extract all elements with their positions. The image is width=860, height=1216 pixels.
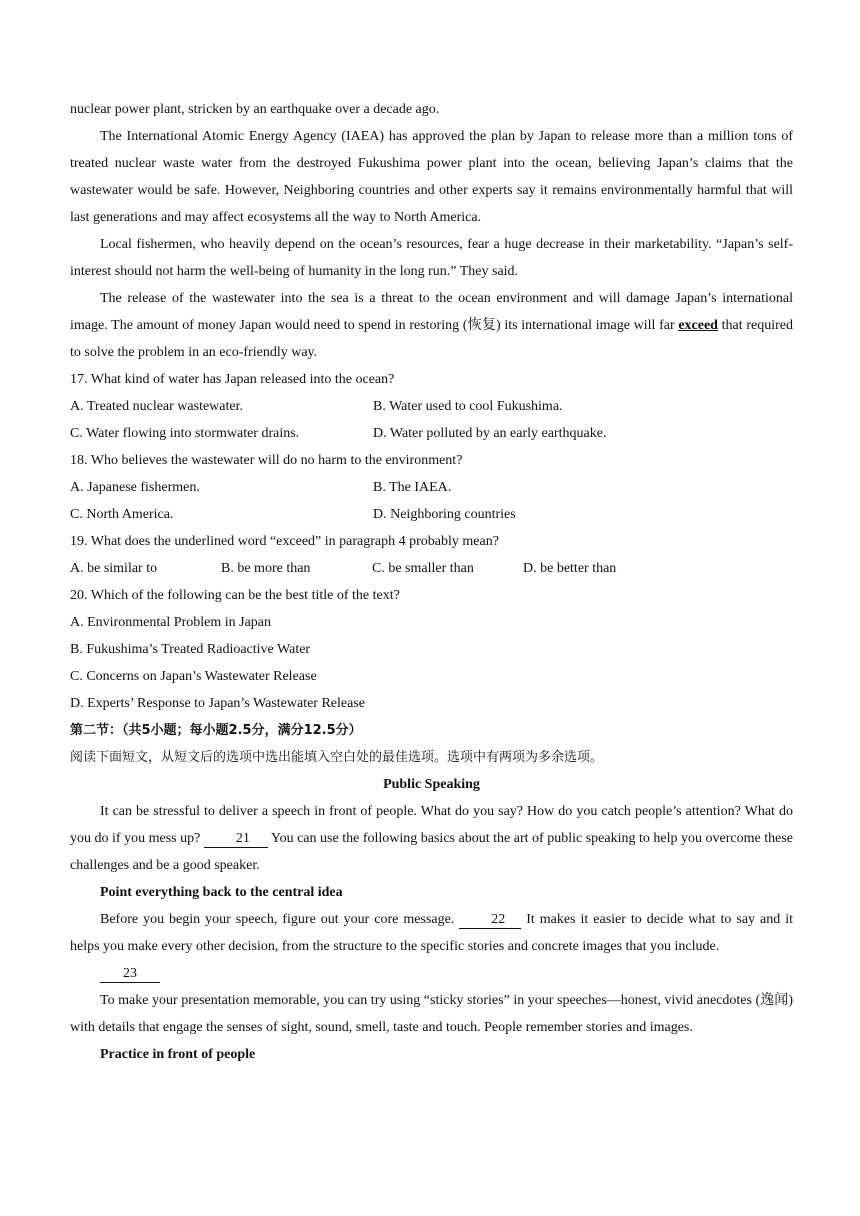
- section-2-instruction: 阅读下面短文，从短文后的选项中选出能填入空白处的最佳选项。选项中有两项为多余选项。: [70, 750, 604, 765]
- question-20-option-d: D. Experts’ Response to Japan’s Wastewater Release: [70, 696, 365, 711]
- paragraph-iaea: The International Atomic Energy Agency (IAEA) has approved the plan by Japan to release more than a million tons of treated nuclear waste water from the destroyed Fukushima power plant into the ocean, believing Japan’s claims that the wastewater would be safe. However, Neighboring countries and other experts say it remains environmentally harmful that will last generations and may affect ecosystems all the way to North America.: [70, 129, 793, 225]
- question-18-options: [70, 474, 793, 528]
- passage-title: Public Speaking: [383, 777, 480, 792]
- blank-21: 21: [204, 831, 268, 848]
- question-19-options: [70, 555, 793, 582]
- question-18-option-c: C. North America.: [70, 507, 174, 522]
- subheading-central-idea: Point everything back to the central idea: [100, 885, 343, 900]
- question-17-stem: 17. What kind of water has Japan released into the ocean?: [70, 372, 395, 387]
- question-19-option-b: B. be more than: [221, 561, 311, 576]
- paragraph-image-part2: that required to solve the problem in an eco-friendly way.: [70, 318, 793, 360]
- section-2-heading: 第二节：（共5小题；每小题2.5分，满分12.5分）: [70, 723, 362, 738]
- question-18-stem: 18. Who believes the wastewater will do no harm to the environment?: [70, 453, 463, 468]
- paragraph-image-part1: The release of the wastewater into the sea is a threat to the ocean environment and will damage Japan’s international image. The amount of money Japan would need to spend in restoring (恢复) its international image will far: [70, 291, 793, 333]
- question-17-options: [70, 393, 793, 447]
- question-17-option-b: B. Water used to cool Fukushima.: [373, 399, 563, 414]
- question-18-option-a: A. Japanese fishermen.: [70, 480, 200, 495]
- question-18-option-d: D. Neighboring countries: [373, 507, 516, 522]
- question-17-option-d: D. Water polluted by an early earthquake.: [373, 426, 607, 441]
- passage-core-part2: It makes it easier to decide what to say and it helps you make every other decision, from the structure to the specific stories and concrete images that you include.: [70, 912, 793, 954]
- question-17-option-c: C. Water flowing into stormwater drains.: [70, 426, 300, 441]
- passage-intro-part2: You can use the following basics about the art of public speaking to help you overcome these challenges and be a good speaker.: [70, 831, 793, 873]
- blank-23-line: [70, 960, 793, 987]
- question-17-option-a: A. Treated nuclear wastewater.: [70, 399, 243, 414]
- question-19-option-d: D. be better than: [523, 561, 617, 576]
- blank-22: 22: [459, 912, 521, 929]
- question-20-option-a: A. Environmental Problem in Japan: [70, 615, 272, 630]
- question-20-option-c: C. Concerns on Japan’s Wastewater Release: [70, 669, 317, 684]
- underlined-word-exceed: exceed: [678, 318, 718, 333]
- blank-23: 23: [100, 966, 160, 983]
- question-18-option-b: B. The IAEA.: [373, 480, 452, 495]
- question-20-option-b: B. Fukushima’s Treated Radioactive Water: [70, 642, 311, 657]
- paragraph-continuation: nuclear power plant, stricken by an earthquake over a decade ago.: [70, 102, 440, 117]
- passage-paragraph-intro: [70, 798, 793, 879]
- question-19-stem: 19. What does the underlined word “exceed” in paragraph 4 probably mean?: [70, 534, 499, 549]
- question-20-stem: 20. Which of the following can be the best title of the text?: [70, 588, 400, 603]
- document-page: [70, 96, 793, 1068]
- question-19-option-a: A. be similar to: [70, 561, 158, 576]
- passage-paragraph-sticky-stories: To make your presentation memorable, you can try using “sticky stories” in your speeches—honest, vivid anecdotes (逸闻) with details that engage the senses of sight, sound, smell, taste and touch. People remember stories and images.: [70, 993, 793, 1035]
- passage-paragraph-core-message: [70, 906, 793, 960]
- question-19-option-c: C. be smaller than: [372, 561, 474, 576]
- paragraph-image: [70, 285, 793, 366]
- subheading-practice: Practice in front of people: [100, 1047, 256, 1062]
- paragraph-fishermen: Local fishermen, who heavily depend on the ocean’s resources, fear a huge decrease in their marketability. “Japan’s self-interest should not harm the well-being of humanity in the long run.” They said.: [70, 237, 793, 279]
- passage-intro-part1: It can be stressful to deliver a speech in front of people. What do you say? How do you catch people’s attention? What do you do if you mess up?: [70, 804, 793, 846]
- passage-core-part1: Before you begin your speech, figure out your core message.: [100, 912, 460, 927]
